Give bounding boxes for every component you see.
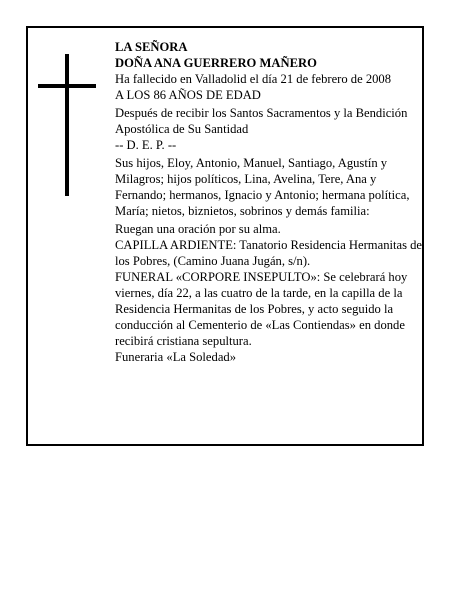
- chapel-info: CAPILLA ARDIENTE: Tanatorio Residencia Hermanitas de los Pobres, (Camino Juana Jugán, s/n).: [115, 238, 423, 268]
- cross-vertical-bar: [65, 54, 69, 196]
- funeral-info: FUNERAL «CORPORE INSEPULTO»: Se celebrará hoy viernes, día 22, a las cuatro de la tarde, en la capilla de la Residencia Hermanitas de los Pobres, y acto seguido la conducción al Cementerio de «Las Contiendas» en donde recibirá cristiana sepultura.: [115, 270, 408, 348]
- deceased-name: DOÑA ANA GUERRERO MAÑERO: [115, 56, 317, 70]
- dep-line: -- D. E. P. --: [115, 138, 177, 152]
- family-list: Sus hijos, Eloy, Antonio, Manuel, Santiago, Agustín y Milagros; hijos políticos, Lina, Avelina, Tere, Ana y Fernando; hermanos, Ignacio y Antonio; hermana política, María; nietos, biznietos, sobrinos y demás familia:: [115, 156, 410, 218]
- notice-title-line1: LA SEÑORA: [115, 40, 188, 54]
- prayer-line: Ruegan una oración por su alma.: [115, 222, 281, 236]
- cross-horizontal-bar: [38, 84, 96, 88]
- age-line: A LOS 86 AÑOS DE EDAD: [115, 88, 261, 102]
- sacraments-line: Después de recibir los Santos Sacramentos y la Bendición Apostólica de Su Santidad: [115, 106, 408, 136]
- obituary-text: [115, 39, 425, 365]
- death-info: Ha fallecido en Valladolid el día 21 de febrero de 2008: [115, 72, 392, 86]
- funeral-home: Funeraria «La Soledad»: [115, 350, 236, 364]
